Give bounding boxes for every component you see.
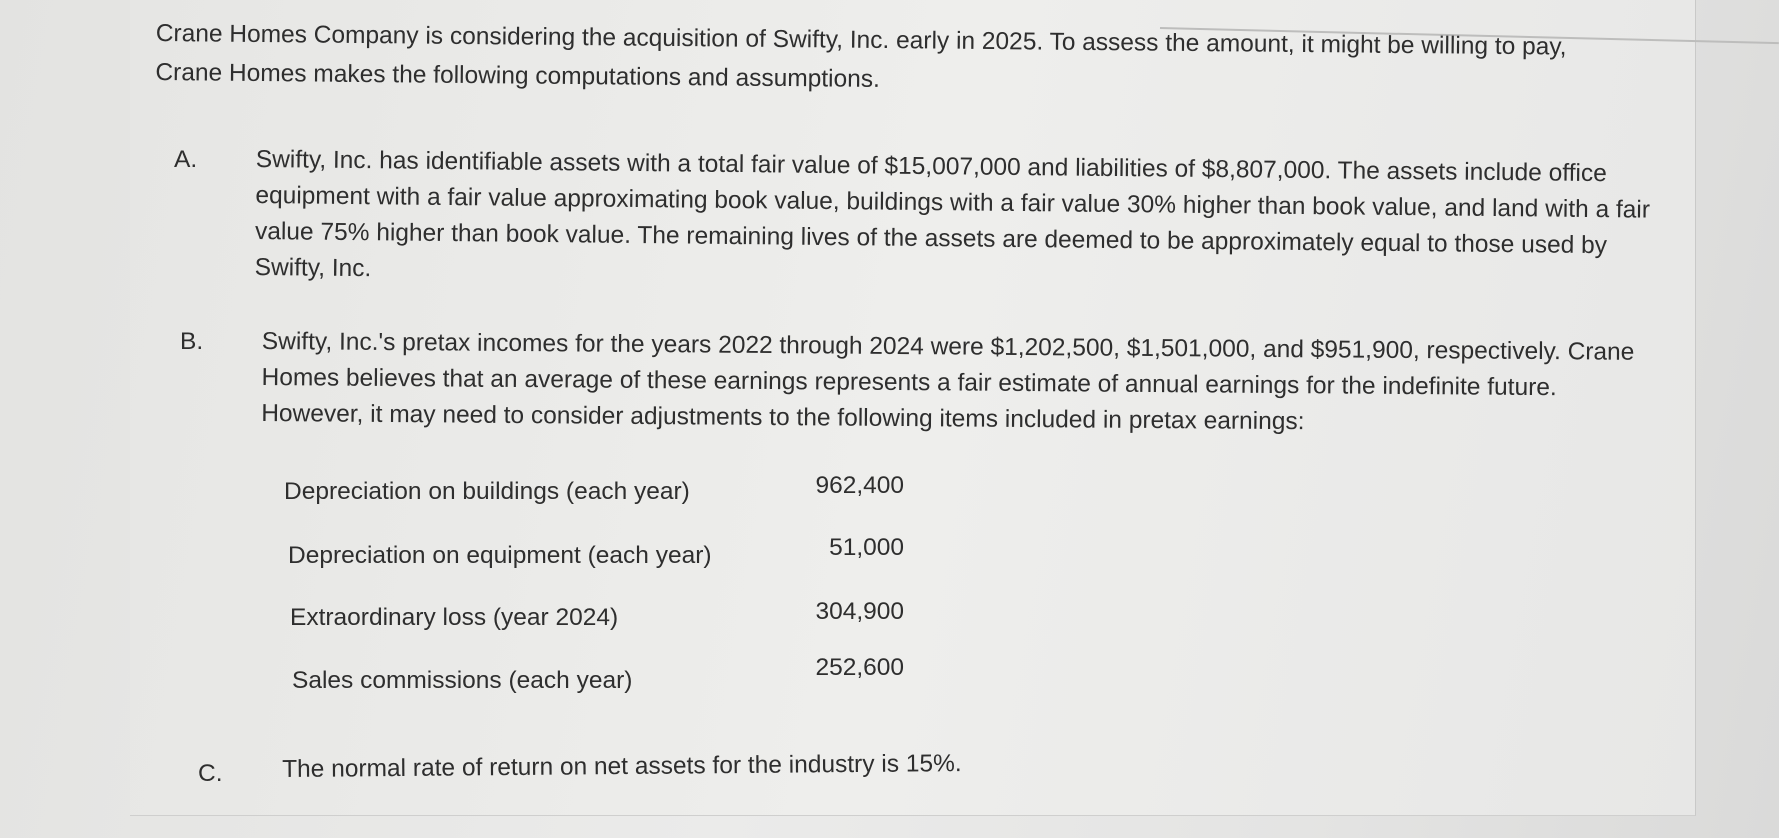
intro-paragraph: Crane Homes Company is considering the acquisition of Swifty, Inc. early in 2025. To assess the amount, it might be willing to pay, Crane Homes makes the following computations and assumptions. xyxy=(155,19,1567,93)
item-letter-a: A. xyxy=(174,146,198,173)
adjustment-label: Sales commissions (each year) xyxy=(292,667,633,694)
table-row xyxy=(284,654,924,726)
adjustments-table xyxy=(284,472,924,726)
item-text-b: Swifty, Inc.'s pretax incomes for the years 2022 through 2024 were $1,202,500, $1,501,000, and $951,900, respectively. Crane Homes believes that an average of these earnings represents a fair estimate of annual earnings for the indefinite future. However, it may need to consider adjustments to the following items included in pretax earnings: xyxy=(261,327,1635,436)
table-row xyxy=(284,534,924,602)
item-text-a: Swifty, Inc. has identifiable assets with a total fair value of $15,007,000 and liabilities of $8,807,000. The assets include office equipment with a fair value approximating book value, buildings with a fair value 30% higher than book value, and land with a fair value 75% higher than book value. The remaining lives of the assets are deemed to be approximately equal to those used by Swifty, Inc. xyxy=(254,145,1651,283)
adjustment-value: 962,400 xyxy=(815,472,904,499)
item-text-c: The normal rate of return on net assets for the industry is 15%. xyxy=(282,750,962,783)
adjustment-label: Depreciation on equipment (each year) xyxy=(288,542,712,569)
adjustment-value: 51,000 xyxy=(829,534,904,561)
adjustment-value: 304,900 xyxy=(815,598,904,625)
table-row xyxy=(284,472,924,540)
adjustment-label: Depreciation on buildings (each year) xyxy=(284,478,690,505)
adjustment-label: Extraordinary loss (year 2024) xyxy=(290,604,619,631)
item-letter-b: B. xyxy=(180,328,204,355)
adjustment-value: 252,600 xyxy=(815,654,904,681)
item-letter-c: C. xyxy=(198,760,223,787)
